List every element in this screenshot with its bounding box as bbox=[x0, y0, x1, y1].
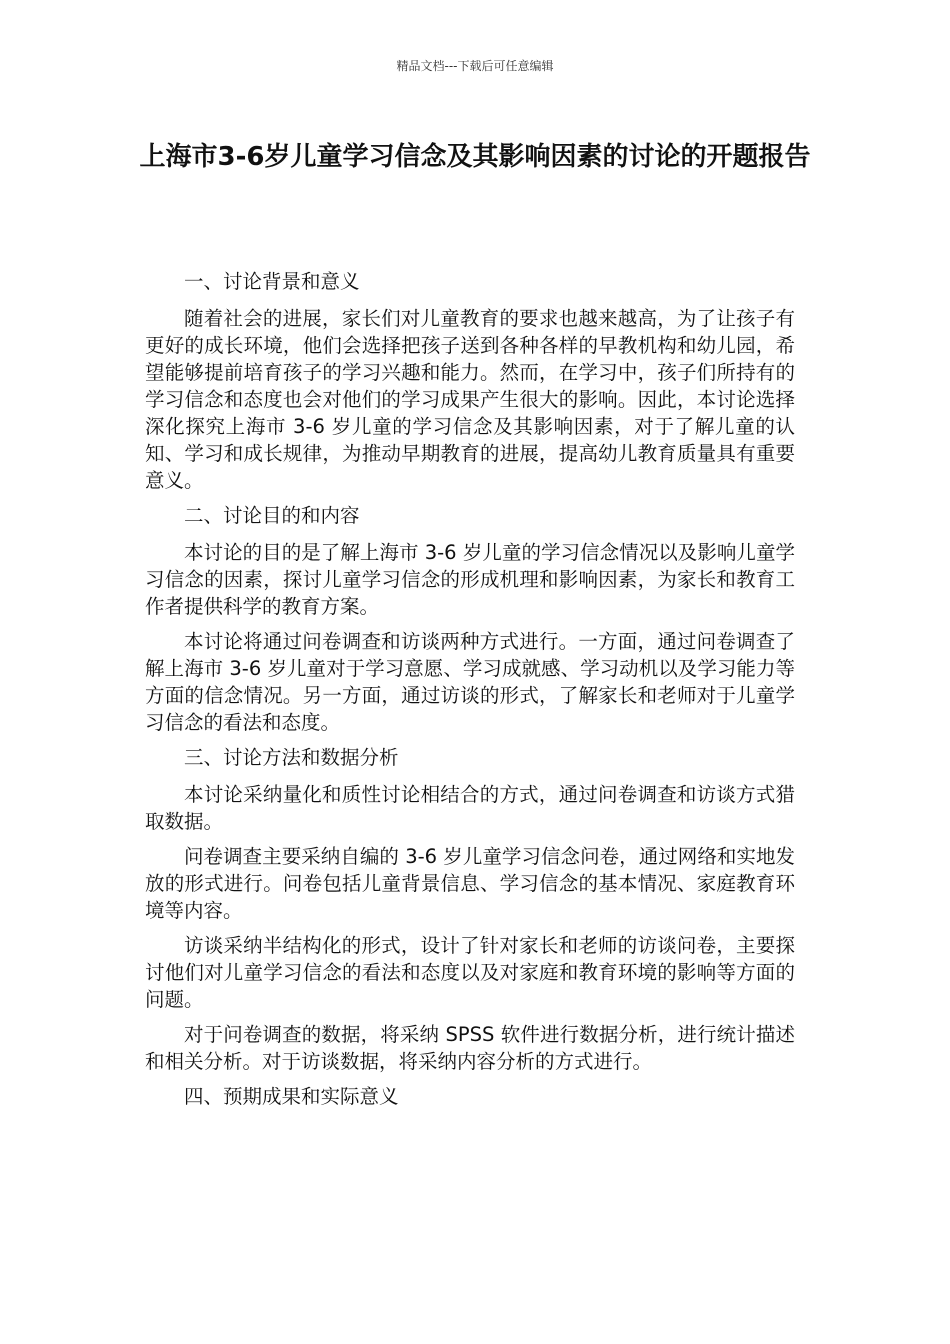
document-title: 上海市3-6岁儿童学习信念及其影响因素的讨论的开题报告 bbox=[139, 142, 811, 172]
section-heading-outcomes: 四、预期成果和实际意义 bbox=[184, 1085, 399, 1108]
page-header-note: 精品文档---下载后可任意编辑 bbox=[396, 59, 554, 73]
paragraph-approach: 本讨论将通过问卷调查和访谈两种方式进行。一方面，通过问卷调查了解上海市 3-6 岁儿童对于学习意愿、学习成就感、学习动机以及学习能力等方面的信念情况。另一方面，通过访谈的形式，了解家长和老师对于儿童学习信念的看法和态度。 bbox=[145, 630, 795, 734]
document-body bbox=[145, 268, 795, 1120]
section-heading-methods: 三、讨论方法和数据分析 bbox=[184, 746, 399, 769]
paragraph-methods: 本讨论采纳量化和质性讨论相结合的方式，通过问卷调查和访谈方式猎取数据。 bbox=[145, 783, 795, 833]
paragraph-questionnaire: 问卷调查主要采纳自编的 3-6 岁儿童学习信念问卷，通过网络和实地发放的形式进行。问卷包括儿童背景信息、学习信念的基本情况、家庭教育环境等内容。 bbox=[145, 845, 795, 922]
paragraph-background: 随着社会的进展，家长们对儿童教育的要求也越来越高，为了让孩子有更好的成长环境，他们会选择把孩子送到各种各样的早教机构和幼儿园，希望能够提前培育孩子的学习兴趣和能力。然而，在学习中，孩子们所持有的学习信念和态度也会对他们的学习成果产生很大的影响。因此，本讨论选择深化探究上海市 3-6 岁儿童的学习信念及其影响因素，对于了解儿童的认知、学习和成长规律，为推动早期教育的进展，提高幼儿教育质量具有重要意义。 bbox=[145, 307, 795, 492]
section-heading-purpose: 二、讨论目的和内容 bbox=[184, 504, 360, 527]
paragraph-purpose: 本讨论的目的是了解上海市 3-6 岁儿童的学习信念情况以及影响儿童学习信念的因素，探讨儿童学习信念的形成机理和影响因素，为家长和教育工作者提供科学的教育方案。 bbox=[145, 541, 795, 618]
paragraph-interview: 访谈采纳半结构化的形式，设计了针对家长和老师的访谈问卷，主要探讨他们对儿童学习信念的看法和态度以及对家庭和教育环境的影响等方面的问题。 bbox=[145, 934, 795, 1011]
paragraph-analysis: 对于问卷调查的数据，将采纳 SPSS 软件进行数据分析，进行统计描述和相关分析。对于访谈数据，将采纳内容分析的方式进行。 bbox=[145, 1023, 795, 1073]
section-heading-background: 一、讨论背景和意义 bbox=[184, 270, 360, 293]
